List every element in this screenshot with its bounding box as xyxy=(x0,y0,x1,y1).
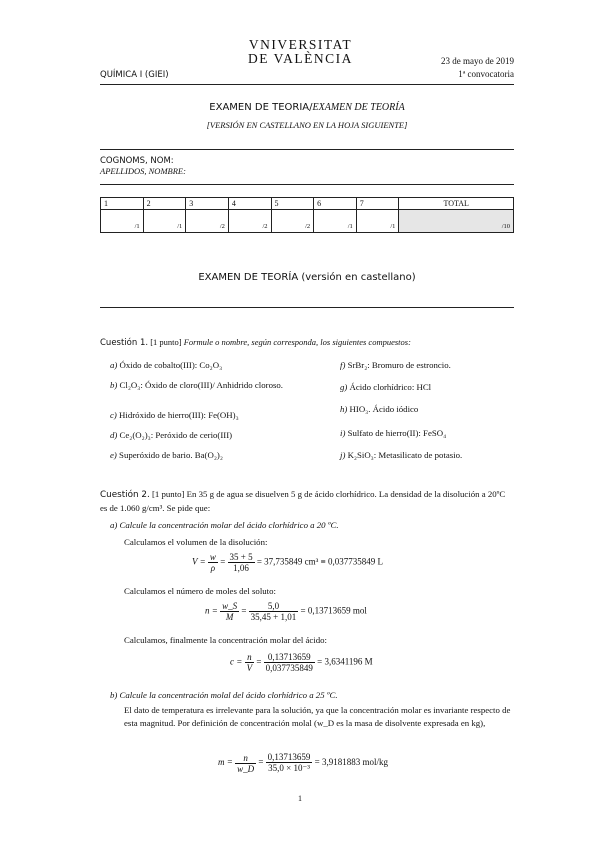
q2-statement xyxy=(100,488,514,514)
q2b-explanation: El dato de temperatura es irrelevante para la solución, ya que la concentración molar es invariante respecto de esta magnitud. Por definición de concentración molal (w_D es la masa de disolvente expresada en kg), xyxy=(124,705,511,728)
name-top-divider xyxy=(100,149,514,150)
exam-title xyxy=(100,102,514,113)
score-col-7: 7 xyxy=(356,198,399,210)
q1-item: g) Ácido clorhídrico: HCl xyxy=(340,382,432,392)
q2a-step3: Calculamos, finalmente la concentración molar del ácido: xyxy=(124,635,327,645)
version-note: [VERSIÓN EN CASTELLANO EN LA HOJA SIGUIENTE] xyxy=(206,120,408,130)
exam-title-valencian: EXAMEN DE TEORIA/ xyxy=(209,102,313,113)
score-col-total: TOTAL xyxy=(399,198,514,210)
course-name: QUÍMICA I (GIEI) xyxy=(100,70,169,80)
score-max-7: /1 xyxy=(356,210,399,233)
section-divider xyxy=(100,307,514,308)
exam-date: 23 de mayo de 2019 xyxy=(441,56,514,66)
q1-item: b) Cl₂O₃: Óxido de cloro(III)/ Anhidrido cloroso. xyxy=(110,380,284,390)
header-divider xyxy=(100,84,514,85)
score-max-total: /10 xyxy=(399,210,514,233)
name-label-spanish: APELLIDOS, NOMBRE: xyxy=(100,166,186,176)
name-bottom-divider xyxy=(100,184,514,185)
q1-points: [1 punto] xyxy=(150,337,182,347)
q1-item: d) Ce₂(O₂)₃: Peróxido de cerio(III) xyxy=(110,430,233,440)
q2a-step2: Calculamos el número de moles del soluto: xyxy=(124,586,276,596)
score-max-5: /2 xyxy=(271,210,314,233)
q1-label: Cuestión 1. xyxy=(100,338,149,348)
score-col-6: 6 xyxy=(314,198,357,210)
logo-line-1: VNIVERSITAT xyxy=(248,37,353,52)
score-col-1: 1 xyxy=(101,198,144,210)
q1-item: h) HIO₃. Ácido iódico xyxy=(340,404,419,414)
page-number: 1 xyxy=(298,794,302,803)
q2a-question: a) Calcule la concentración molar del ácido clorhídrico a 20 ºC. xyxy=(110,520,339,530)
score-max-4: /2 xyxy=(228,210,271,233)
q2-label: Cuestión 2. xyxy=(100,490,150,500)
score-col-5: 5 xyxy=(271,198,314,210)
score-table xyxy=(100,197,514,233)
name-label-valencian: COGNOMS, NOM: xyxy=(100,156,174,166)
score-max-3: /2 xyxy=(186,210,229,233)
q1-item: a) Óxido de cobalto(III): Co₂O₃ xyxy=(110,360,223,370)
score-col-3: 3 xyxy=(186,198,229,210)
equation-molarity: c = $\frac{n}{V}$ = $\frac{0,13713659}{0,037735849}$ = 3,6341196 M xyxy=(230,652,373,673)
exam-call: 1ª convocatoria xyxy=(458,69,514,79)
university-logo xyxy=(243,38,358,78)
q1-item: e) Superóxido de bario. Ba(O₂)₂ xyxy=(110,450,223,460)
q1-item: i) Sulfato de hierro(II): FeSO₄ xyxy=(340,428,447,438)
score-max-1: /1 xyxy=(101,210,144,233)
score-table-header xyxy=(101,198,514,210)
equation-moles: n = $\frac{w\_S}{M}$ = $\frac{5,0}{35,45 + 1,01}$ = 0,13713659 mol xyxy=(205,601,367,622)
q2b-question: b) Calcule la concentración molal del ácido clorhídrico a 25 ºC. xyxy=(110,690,338,700)
exam-title-spanish: EXAMEN DE TEORÍA xyxy=(312,102,405,113)
score-col-4: 4 xyxy=(228,198,271,210)
equation-molality: m = $\frac{n}{w\_D}$ = $\frac{0,13713659}{\text{35,0 × 10⁻³}}$ = 3,9181883 mol/kg xyxy=(218,752,388,774)
score-max-6: /1 xyxy=(314,210,357,233)
logo-line-2: DE VALÈNCIA xyxy=(248,51,353,66)
q2a-step1: Calculamos el volumen de la disolución: xyxy=(124,537,268,547)
q1-item: j) K₂SiO₃: Metasilicato de potasio. xyxy=(340,450,463,460)
q1-item: f) SrBr₂: Bromuro de estroncio. xyxy=(340,360,451,370)
score-col-2: 2 xyxy=(143,198,186,210)
section-title: EXAMEN DE TEORÍA (versión en castellano) xyxy=(198,272,416,283)
equation-volume: V = $\frac{w}{\rho}$ = $\frac{35 + 5}{1,06}$ = 37,735849 cm³ ≡ 0,037735849 L xyxy=(192,552,383,573)
score-table-values xyxy=(101,210,514,233)
score-max-2: /1 xyxy=(143,210,186,233)
q1-header xyxy=(100,336,514,350)
q2-points: [1 punto] xyxy=(151,489,185,499)
exam-date-block xyxy=(441,55,514,81)
q2-text: En 35 g de agua se disuelven 5 g de ácido clorhídrico. La densidad de la disolución a 20ºC es de 1.060 g/cm³. Se pide que: xyxy=(100,489,506,513)
q1-prompt: Formule o nombre, según corresponda, los siguientes compuestos: xyxy=(183,337,411,347)
q1-item: c) Hidróxido de hierro(III): Fe(OH)₃ xyxy=(110,410,239,420)
